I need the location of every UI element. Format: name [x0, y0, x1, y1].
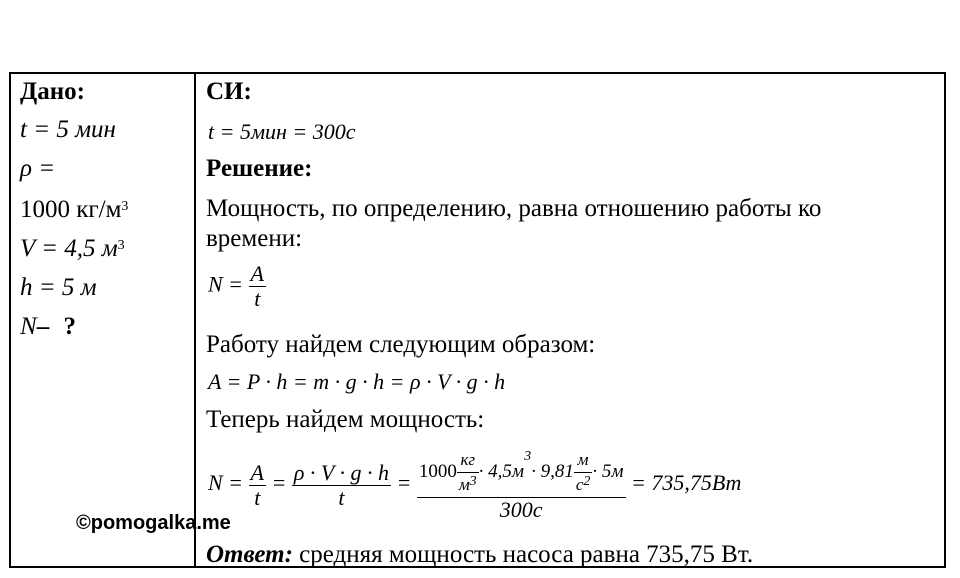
final-formula: N = $\frac{A}{t}$ = $\frac{\rho \cdot V \cdot g \cdot h}{t}$ = 1000 $\frac{кг}{м^3}$ · $4,5м^3\cdot 9,81$ $\frac{м}{с^2}$ · 5м 300с = 735,75Вт	[208, 449, 742, 522]
given-heading: Дано:	[20, 78, 85, 105]
work-formula: A = P · h = m · g · h = ρ · V · g · h	[208, 369, 506, 394]
answer-line: Ответ: средняя мощность насоса равна 735,75 Вт.	[206, 541, 754, 568]
column-divider	[194, 72, 196, 568]
given-height: h = 5 м	[20, 274, 97, 301]
si-conversion: t = 5мин = 300с	[208, 119, 356, 144]
watermark: ©pomogalka.me	[76, 512, 231, 534]
given-time: t = 5 мин	[20, 116, 116, 143]
given-unknown: N– ?	[20, 313, 76, 340]
definition-line-1: Мощность, по определению, равна отношению работы ко	[206, 195, 822, 222]
given-volume: V = 4,5 $м^3$	[20, 235, 125, 262]
power-formula: N = $\frac{A}{t}$	[208, 261, 264, 311]
power-intro: Теперь найдем мощность:	[206, 406, 485, 433]
given-density-symbol: ρ =	[20, 155, 56, 182]
solution-heading: Решение:	[206, 155, 313, 182]
given-density-value: 1000 $кг/м^3$	[20, 196, 129, 223]
work-intro: Работу найдем следующим образом:	[206, 331, 596, 358]
si-heading: СИ:	[206, 78, 252, 105]
definition-line-2: времени:	[206, 225, 303, 252]
